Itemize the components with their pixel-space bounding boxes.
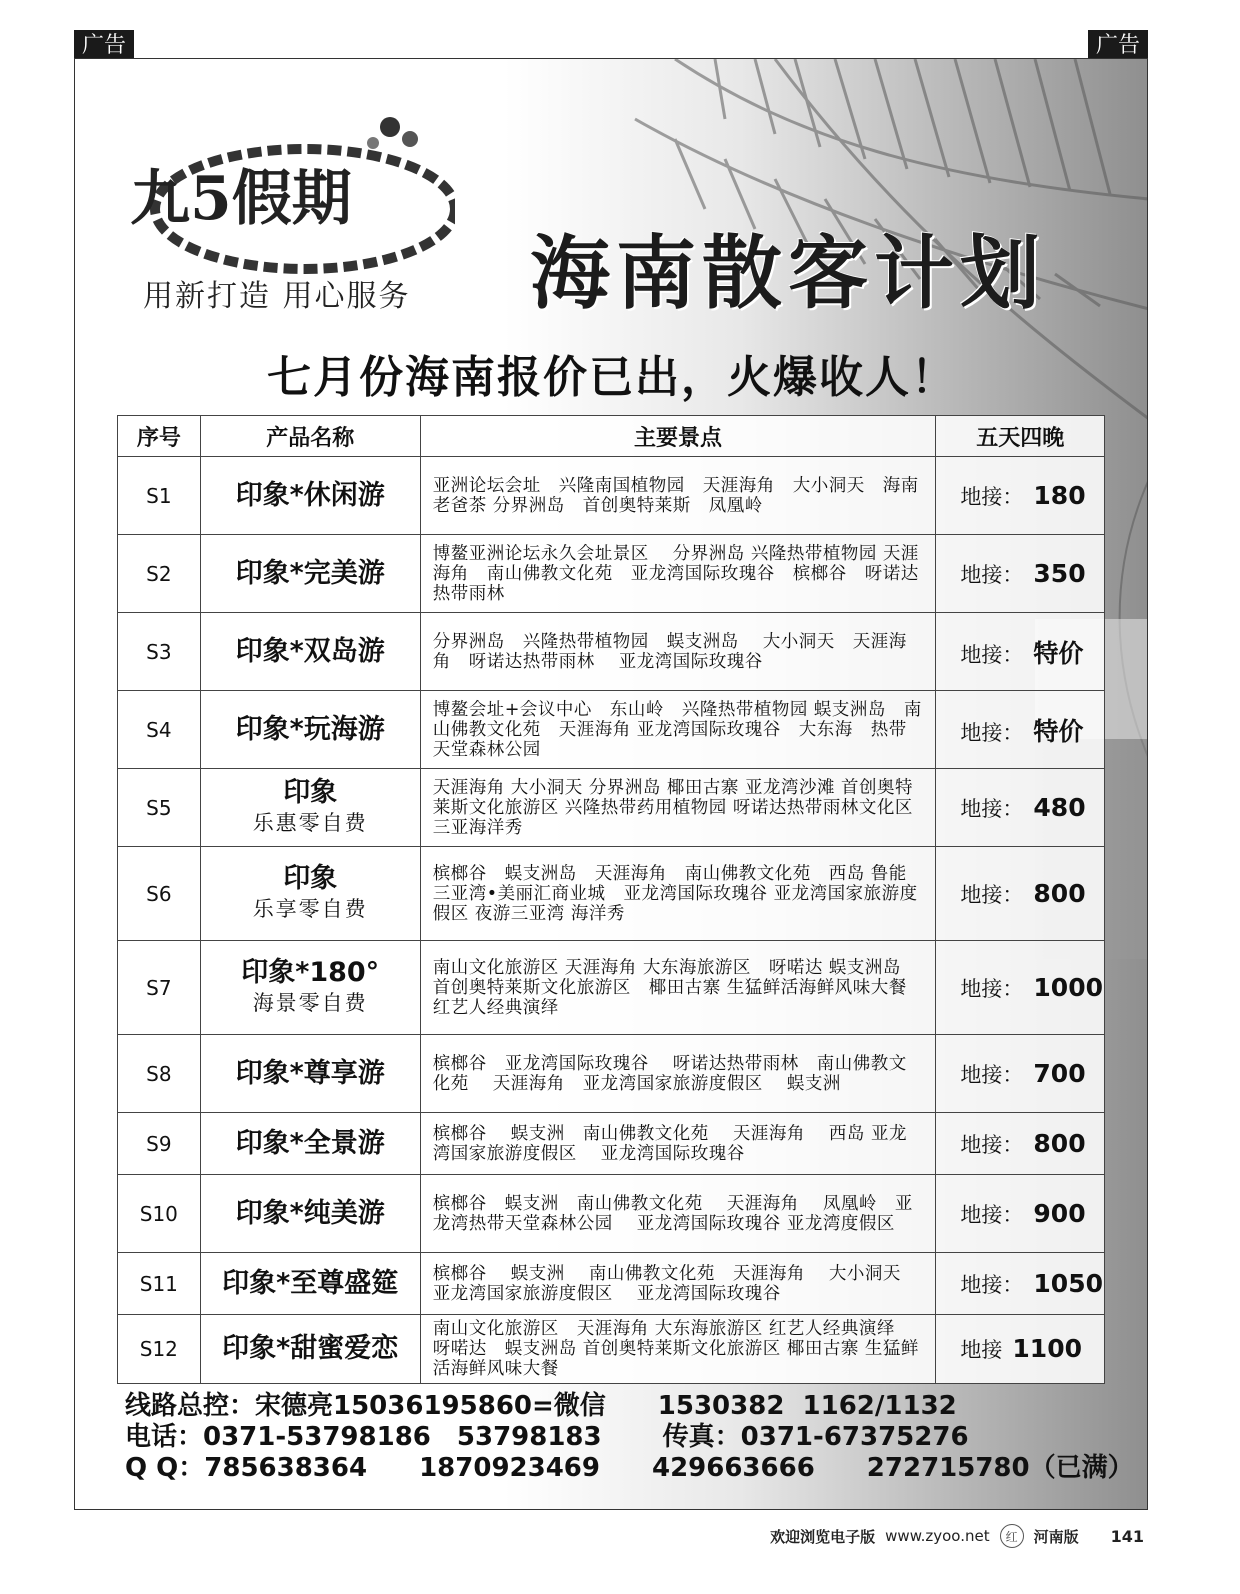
product-name-text: 印象*至尊盛筵 <box>222 1267 399 1299</box>
price-cell <box>936 1253 1105 1315</box>
main-attractions: 槟榔谷 亚龙湾国际玫瑰谷 呀诺达热带雨林 南山佛教文化苑 天涯海角 亚龙湾国家旅游度假区 蜈支洲 <box>420 1035 936 1113</box>
product-name-text: 印象 <box>283 862 338 894</box>
header-product: 产品名称 <box>200 416 420 457</box>
price-cell <box>936 941 1105 1035</box>
price-amount: 180 <box>1033 480 1086 510</box>
main-attractions: 博鳌亚洲论坛永久会址景区 分界洲岛 兴隆热带植物园 天涯海角 南山佛教文化苑 亚龙湾国际玫瑰谷 槟榔谷 呀诺达热带雨林 <box>420 535 936 613</box>
route-code: S11 <box>118 1253 201 1315</box>
contact-line-hotline: 线路总控：宋德亮15036195860=微信 1530382 1162/1132 <box>125 1391 957 1421</box>
table-row <box>118 1035 1105 1113</box>
price-cell <box>936 1175 1105 1253</box>
price-cell <box>936 769 1105 847</box>
route-table-body <box>118 457 1105 1384</box>
product-name-text: 印象 <box>283 776 338 808</box>
price-cell <box>936 1035 1105 1113</box>
table-row <box>118 769 1105 847</box>
main-attractions: 槟榔谷 蜈支洲 南山佛教文化苑 天涯海角 凤凰岭 亚龙湾热带天堂森林公园 亚龙湾国际玫瑰谷 亚龙湾度假区 <box>420 1175 936 1253</box>
product-name <box>200 941 420 1035</box>
table-row <box>118 457 1105 535</box>
route-code: S7 <box>118 941 201 1035</box>
ad-tag-left: 广告 <box>74 30 134 62</box>
main-attractions: 槟榔谷 蜈支洲 南山佛教文化苑 天涯海角 西岛 亚龙湾国家旅游度假区 亚龙湾国际玫瑰谷 <box>420 1113 936 1175</box>
main-attractions: 南山文化旅游区 天涯海角 大东海旅游区 呀喏达 蜈支洲岛 首创奥特莱斯文化旅游区 椰田古寨 生猛鲜活海鲜风味大餐 红艺人经典演绎 <box>420 941 936 1035</box>
product-name-text: 印象*完美游 <box>235 557 385 589</box>
product-name <box>200 1315 420 1384</box>
price-cell <box>936 847 1105 941</box>
ad-tag-right: 广告 <box>1088 30 1148 62</box>
price-amount: 800 <box>1033 878 1086 908</box>
price-amount: 350 <box>1033 558 1086 588</box>
contact-line-qq: Q Q：785638364 1870923469 429663666 272715780（已满） <box>125 1453 1134 1483</box>
ad-subtitle: 七月份海南报价已出，火爆收人！ <box>267 352 957 403</box>
product-name <box>200 1113 420 1175</box>
price-amount: 1050 <box>1033 1268 1103 1298</box>
main-attractions: 博鳌会址+会议中心 东山岭 兴隆热带植物园 蜈支洲岛 南山佛教文化苑 天涯海角 亚龙湾国际玫瑰谷 大东海 热带天堂森林公园 <box>420 691 936 769</box>
header-price: 五天四晚 <box>936 416 1105 457</box>
page-number: 141 <box>1110 1526 1144 1546</box>
svg-text:九5假期: 九5假期 <box>130 164 352 234</box>
product-name <box>200 691 420 769</box>
product-subtitle: 乐享零自费 <box>252 896 368 921</box>
product-name-text: 印象*180° <box>241 956 380 988</box>
header-spots: 主要景点 <box>420 416 936 457</box>
price-label: 地接： <box>960 720 1024 745</box>
price-amount: 480 <box>1033 792 1086 822</box>
price-amount: 900 <box>1033 1198 1086 1228</box>
price-label: 地接： <box>960 1272 1024 1297</box>
slogan: 用新打造 用心服务 <box>143 279 411 314</box>
advertisement-frame <box>74 58 1148 1510</box>
price-label: 地接： <box>960 1132 1024 1157</box>
route-price-table <box>117 415 1105 1384</box>
main-attractions: 分界洲岛 兴隆热带植物园 蜈支洲岛 大小洞天 天涯海角 呀诺达热带雨林 亚龙湾国际玫瑰谷 <box>420 613 936 691</box>
price-label: 地接 <box>960 1338 1003 1362</box>
product-name-text: 印象*甜蜜爱恋 <box>222 1333 399 1364</box>
product-name-text: 印象*全景游 <box>235 1127 385 1159</box>
price-label: 地接： <box>960 642 1024 667</box>
table-row <box>118 941 1105 1035</box>
product-name-text: 印象*双岛游 <box>235 635 385 667</box>
route-code: S4 <box>118 691 201 769</box>
footer-edition: 河南版 <box>1033 1527 1079 1546</box>
price-amount: 特价 <box>1033 716 1084 746</box>
product-name-text: 印象*休闲游 <box>235 479 385 511</box>
product-name <box>200 613 420 691</box>
table-row <box>118 1175 1105 1253</box>
main-attractions: 槟榔谷 蜈支洲岛 天涯海角 南山佛教文化苑 西岛 鲁能三亚湾•美丽汇商业城 亚龙湾国际玫瑰谷 亚龙湾国家旅游度假区 夜游三亚湾 海洋秀 <box>420 847 936 941</box>
page-footer <box>770 1524 1144 1548</box>
price-amount: 700 <box>1033 1058 1086 1088</box>
product-subtitle: 海景零自费 <box>252 990 368 1015</box>
price-label: 地接： <box>960 1202 1024 1227</box>
header-code: 序号 <box>118 416 201 457</box>
seal-icon: 红 <box>1000 1524 1024 1548</box>
price-label: 地接： <box>960 796 1024 821</box>
route-code: S5 <box>118 769 201 847</box>
product-name <box>200 847 420 941</box>
price-label: 地接： <box>960 562 1024 587</box>
table-row <box>118 691 1105 769</box>
price-amount: 特价 <box>1033 638 1084 668</box>
product-name <box>200 535 420 613</box>
product-name-text: 印象*玩海游 <box>235 713 385 745</box>
product-name <box>200 769 420 847</box>
table-row <box>118 1253 1105 1315</box>
table-row <box>118 847 1105 941</box>
price-cell <box>936 457 1105 535</box>
jiu5-holiday-logo <box>115 89 455 289</box>
product-name <box>200 1175 420 1253</box>
table-row <box>118 535 1105 613</box>
footer-url[interactable]: www.zyoo.net <box>885 1527 990 1545</box>
main-attractions: 天涯海角 大小洞天 分界洲岛 椰田古寨 亚龙湾沙滩 首创奥特莱斯文化旅游区 兴隆热带药用植物园 呀诺达热带雨林文化区 三亚海洋秀 <box>420 769 936 847</box>
product-name <box>200 1253 420 1315</box>
product-name-text: 印象*纯美游 <box>235 1197 385 1229</box>
price-cell <box>936 535 1105 613</box>
route-code: S1 <box>118 457 201 535</box>
product-name <box>200 1035 420 1113</box>
footer-welcome: 欢迎浏览电子版 <box>770 1527 876 1546</box>
route-code: S10 <box>118 1175 201 1253</box>
price-amount: 1000 <box>1033 972 1103 1002</box>
route-code: S6 <box>118 847 201 941</box>
price-cell <box>936 691 1105 769</box>
product-subtitle: 乐惠零自费 <box>252 810 368 835</box>
price-cell <box>936 1113 1105 1175</box>
table-row <box>118 613 1105 691</box>
route-code: S8 <box>118 1035 201 1113</box>
price-amount: 800 <box>1033 1128 1086 1158</box>
price-cell <box>936 613 1105 691</box>
route-code: S9 <box>118 1113 201 1175</box>
table-row <box>118 1315 1105 1384</box>
contact-line-phone: 电话：0371-53798186 53798183 传真：0371-67375276 <box>125 1422 969 1452</box>
contact-info <box>125 1391 1134 1484</box>
price-cell <box>936 1315 1105 1384</box>
product-name <box>200 457 420 535</box>
route-code: S2 <box>118 535 201 613</box>
main-attractions: 南山文化旅游区 天涯海角 大东海旅游区 红艺人经典演绎 呀喏达 蜈支洲岛 首创奥特莱斯文化旅游区 椰田古寨 生猛鲜活海鲜风味大餐 <box>420 1315 936 1384</box>
main-attractions: 亚洲论坛会址 兴隆南国植物园 天涯海角 大小洞天 海南老爸茶 分界洲岛 首创奥特莱斯 凤凰岭 <box>420 457 936 535</box>
price-label: 地接： <box>960 976 1024 1001</box>
table-header-row <box>118 416 1105 457</box>
ad-title: 海南散客计划 <box>530 227 1046 320</box>
price-label: 地接： <box>960 882 1024 907</box>
table-row <box>118 1113 1105 1175</box>
route-code: S12 <box>118 1315 201 1384</box>
product-name-text: 印象*尊享游 <box>235 1057 385 1089</box>
main-attractions: 槟榔谷 蜈支洲 南山佛教文化苑 天涯海角 大小洞天 亚龙湾国家旅游度假区 亚龙湾国际玫瑰谷 <box>420 1253 936 1315</box>
price-amount: 1100 <box>1012 1334 1082 1363</box>
route-code: S3 <box>118 613 201 691</box>
price-label: 地接： <box>960 1062 1024 1087</box>
price-label: 地接： <box>960 484 1024 509</box>
